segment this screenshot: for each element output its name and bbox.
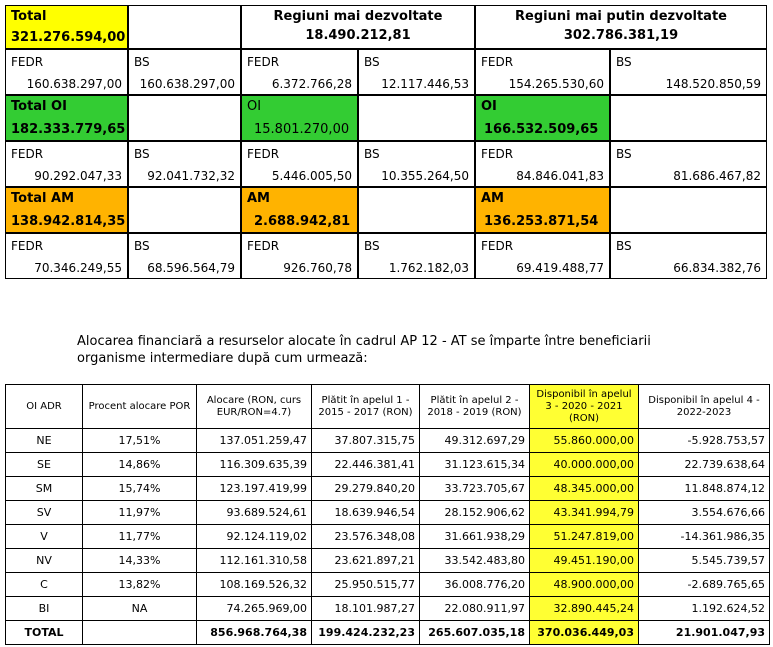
cell-apel2: 28.152.906,62 (420, 501, 530, 525)
cell-procent: 14,33% (83, 549, 197, 573)
cell-apel2: 265.607.035,18 (420, 621, 530, 645)
header-apel3: Disponibil în apelul 3 - 2020 - 2021 (RON) (530, 385, 639, 429)
am-total-value: 138.942.814,35 (11, 214, 126, 229)
cell-apel1: 199.424.232,23 (312, 621, 420, 645)
cell-apel4: 21.901.047,93 (639, 621, 770, 645)
less-developed-value: 302.786.381,19 (563, 28, 679, 43)
total-bs-cell (128, 49, 241, 95)
cell-apel2: 33.542.483,80 (420, 549, 530, 573)
am-less-fedr-value: 69.419.488,77 (516, 261, 604, 275)
cell-apel3: 48.345.000,00 (530, 477, 639, 501)
bs-label: BS (616, 55, 632, 69)
more-developed-value: 18.490.212,81 (305, 28, 411, 43)
oi-empty-cell (128, 95, 241, 141)
table-row (6, 597, 770, 621)
cell-apel1: 18.639.946,54 (312, 501, 420, 525)
fedr-label: FEDR (247, 147, 280, 161)
total-empty-cell (128, 5, 241, 49)
cell-alocare: 108.169.526,32 (197, 573, 312, 597)
cell-alocare: 123.197.419,99 (197, 477, 312, 501)
less-bs-cell (610, 49, 767, 95)
oi-less-empty-cell (610, 95, 767, 141)
cell-apel3: 55.860.000,00 (530, 429, 639, 453)
more-bs-value: 12.117.446,53 (381, 77, 469, 91)
oi-total-value: 182.333.779,65 (11, 122, 126, 137)
cell-alocare: 116.309.635,39 (197, 453, 312, 477)
cell-apel4: 22.739.638,64 (639, 453, 770, 477)
oi-total-cell (5, 95, 128, 141)
fedr-label: FEDR (481, 239, 514, 253)
cell-procent: 13,82% (83, 573, 197, 597)
bs-label: BS (134, 147, 150, 161)
cell-procent: 15,74% (83, 477, 197, 501)
header-apel2: Plătit în apelul 2 - 2018 - 2019 (RON) (420, 385, 530, 429)
cell-apel4: -5.928.753,57 (639, 429, 770, 453)
am-total-fedr-cell (5, 233, 128, 279)
table-row (6, 477, 770, 501)
cell-oi-adr: SV (6, 501, 83, 525)
table-row (6, 573, 770, 597)
oi-less-bs-cell (610, 141, 767, 187)
am-total-cell (5, 187, 128, 233)
header-apel4: Disponibil în apelul 4 - 2022-2023 (639, 385, 770, 429)
am-total-bs-value: 68.596.564,79 (147, 261, 235, 275)
cell-procent: 14,86% (83, 453, 197, 477)
oi-less-cell (475, 95, 610, 141)
cell-apel1: 23.576.348,08 (312, 525, 420, 549)
fedr-label: FEDR (481, 55, 514, 69)
cell-oi-adr: V (6, 525, 83, 549)
bs-label: BS (616, 147, 632, 161)
cell-alocare: 74.265.969,00 (197, 597, 312, 621)
oi-more-cell (241, 95, 358, 141)
am-more-fedr-value: 926.760,78 (283, 261, 352, 275)
header-alocare: Alocare (RON, curs EUR/RON=4.7) (197, 385, 312, 429)
allocation-paragraph: Alocarea financiară a resurselor alocate în cadrul AP 12 - AT se împarte între beneficiarii organisme intermediare după cum urmează: (77, 334, 651, 366)
cell-apel2: 31.123.615,34 (420, 453, 530, 477)
cell-alocare: 93.689.524,61 (197, 501, 312, 525)
cell-apel4: 5.545.739,57 (639, 549, 770, 573)
cell-apel2: 31.661.938,29 (420, 525, 530, 549)
oi-total-fedr-value: 90.292.047,33 (34, 169, 122, 183)
bs-label: BS (364, 55, 380, 69)
table-row (6, 429, 770, 453)
oi-more-label: OI (247, 99, 262, 114)
cell-apel4: 11.848.874,12 (639, 477, 770, 501)
oi-more-empty-cell (358, 95, 475, 141)
cell-procent: NA (83, 597, 197, 621)
oi-total-fedr-cell (5, 141, 128, 187)
less-developed-header (475, 5, 767, 49)
cell-oi-adr: BI (6, 597, 83, 621)
header-oi-adr: OI ADR (6, 385, 83, 429)
oi-more-fedr-value: 5.446.005,50 (271, 169, 352, 183)
total-cell (5, 5, 128, 49)
cell-apel3: 370.036.449,03 (530, 621, 639, 645)
oi-less-label: OI (481, 99, 497, 114)
oi-more-bs-value: 10.355.264,50 (381, 169, 469, 183)
cell-procent (83, 621, 197, 645)
am-less-empty-cell (610, 187, 767, 233)
am-more-value: 2.688.942,81 (254, 214, 351, 229)
oi-less-fedr-cell (475, 141, 610, 187)
oi-more-value: 15.801.270,00 (254, 122, 350, 137)
allocation-header-row (6, 385, 770, 429)
less-developed-title: Regiuni mai putin dezvoltate (515, 9, 727, 24)
cell-alocare: 856.968.764,38 (197, 621, 312, 645)
cell-apel3: 51.247.819,00 (530, 525, 639, 549)
oi-total-label: Total OI (11, 99, 67, 114)
cell-apel3: 32.890.445,24 (530, 597, 639, 621)
cell-apel4: -2.689.765,65 (639, 573, 770, 597)
cell-apel1: 29.279.840,20 (312, 477, 420, 501)
am-empty-cell (128, 187, 241, 233)
total-label: Total (11, 9, 47, 24)
am-less-fedr-cell (475, 233, 610, 279)
total-fedr-cell (5, 49, 128, 95)
more-developed-title: Regiuni mai dezvoltate (273, 9, 443, 24)
am-less-bs-value: 66.834.382,76 (673, 261, 761, 275)
bs-label: BS (134, 55, 150, 69)
cell-alocare: 112.161.310,58 (197, 549, 312, 573)
am-total-fedr-value: 70.346.249,55 (34, 261, 122, 275)
cell-apel1: 18.101.987,27 (312, 597, 420, 621)
cell-oi-adr: TOTAL (6, 621, 83, 645)
am-less-bs-cell (610, 233, 767, 279)
total-row (6, 621, 770, 645)
cell-apel4: 3.554.676,66 (639, 501, 770, 525)
oi-total-bs-cell (128, 141, 241, 187)
allocation-table (5, 384, 770, 645)
cell-apel3: 49.451.190,00 (530, 549, 639, 573)
cell-oi-adr: SM (6, 477, 83, 501)
oi-less-value: 166.532.509,65 (484, 122, 599, 137)
cell-apel3: 48.900.000,00 (530, 573, 639, 597)
bs-label: BS (364, 147, 380, 161)
fedr-label: FEDR (481, 147, 514, 161)
oi-total-bs-value: 92.041.732,32 (147, 169, 235, 183)
am-less-label: AM (481, 191, 504, 206)
cell-apel1: 25.950.515,77 (312, 573, 420, 597)
am-more-fedr-cell (241, 233, 358, 279)
cell-apel4: -14.361.986,35 (639, 525, 770, 549)
fedr-label: FEDR (11, 147, 44, 161)
oi-more-fedr-cell (241, 141, 358, 187)
cell-apel3: 40.000.000,00 (530, 453, 639, 477)
cell-apel2: 22.080.911,97 (420, 597, 530, 621)
cell-apel2: 36.008.776,20 (420, 573, 530, 597)
more-bs-cell (358, 49, 475, 95)
cell-oi-adr: C (6, 573, 83, 597)
cell-apel1: 37.807.315,75 (312, 429, 420, 453)
cell-alocare: 92.124.119,02 (197, 525, 312, 549)
cell-apel1: 22.446.381,41 (312, 453, 420, 477)
fedr-label: FEDR (11, 55, 44, 69)
cell-procent: 17,51% (83, 429, 197, 453)
cell-alocare: 137.051.259,47 (197, 429, 312, 453)
less-fedr-cell (475, 49, 610, 95)
cell-procent: 11,97% (83, 501, 197, 525)
cell-apel1: 23.621.897,21 (312, 549, 420, 573)
less-bs-value: 148.520.850,59 (665, 77, 761, 91)
fedr-label: FEDR (247, 239, 280, 253)
am-more-label: AM (247, 191, 270, 206)
more-fedr-value: 6.372.766,28 (271, 77, 352, 91)
total-fedr-value: 160.638.297,00 (26, 77, 122, 91)
table-row (6, 501, 770, 525)
cell-apel4: 1.192.624,52 (639, 597, 770, 621)
am-less-value: 136.253.871,54 (484, 214, 599, 229)
bs-label: BS (616, 239, 632, 253)
oi-less-bs-value: 81.686.467,82 (673, 169, 761, 183)
am-more-cell (241, 187, 358, 233)
more-fedr-cell (241, 49, 358, 95)
total-bs-value: 160.638.297,00 (139, 77, 235, 91)
cell-oi-adr: NV (6, 549, 83, 573)
cell-procent: 11,77% (83, 525, 197, 549)
table-row (6, 525, 770, 549)
header-apel1: Plătit în apelul 1 - 2015 - 2017 (RON) (312, 385, 420, 429)
am-more-bs-cell (358, 233, 475, 279)
oi-less-fedr-value: 84.846.041,83 (516, 169, 604, 183)
bs-label: BS (364, 239, 380, 253)
am-more-empty-cell (358, 187, 475, 233)
cell-apel3: 43.341.994,79 (530, 501, 639, 525)
table-row (6, 549, 770, 573)
more-developed-header (241, 5, 475, 49)
cell-oi-adr: NE (6, 429, 83, 453)
fedr-label: FEDR (11, 239, 44, 253)
oi-more-bs-cell (358, 141, 475, 187)
total-value: 321.276.594,00 (11, 30, 126, 45)
cell-oi-adr: SE (6, 453, 83, 477)
fedr-label: FEDR (247, 55, 280, 69)
cell-apel2: 33.723.705,67 (420, 477, 530, 501)
header-procent: Procent alocare POR (83, 385, 197, 429)
am-total-label: Total AM (11, 191, 75, 206)
bs-label: BS (134, 239, 150, 253)
am-less-cell (475, 187, 610, 233)
am-total-bs-cell (128, 233, 241, 279)
less-fedr-value: 154.265.530,60 (508, 77, 604, 91)
cell-apel2: 49.312.697,29 (420, 429, 530, 453)
table-row (6, 453, 770, 477)
am-more-bs-value: 1.762.182,03 (388, 261, 469, 275)
